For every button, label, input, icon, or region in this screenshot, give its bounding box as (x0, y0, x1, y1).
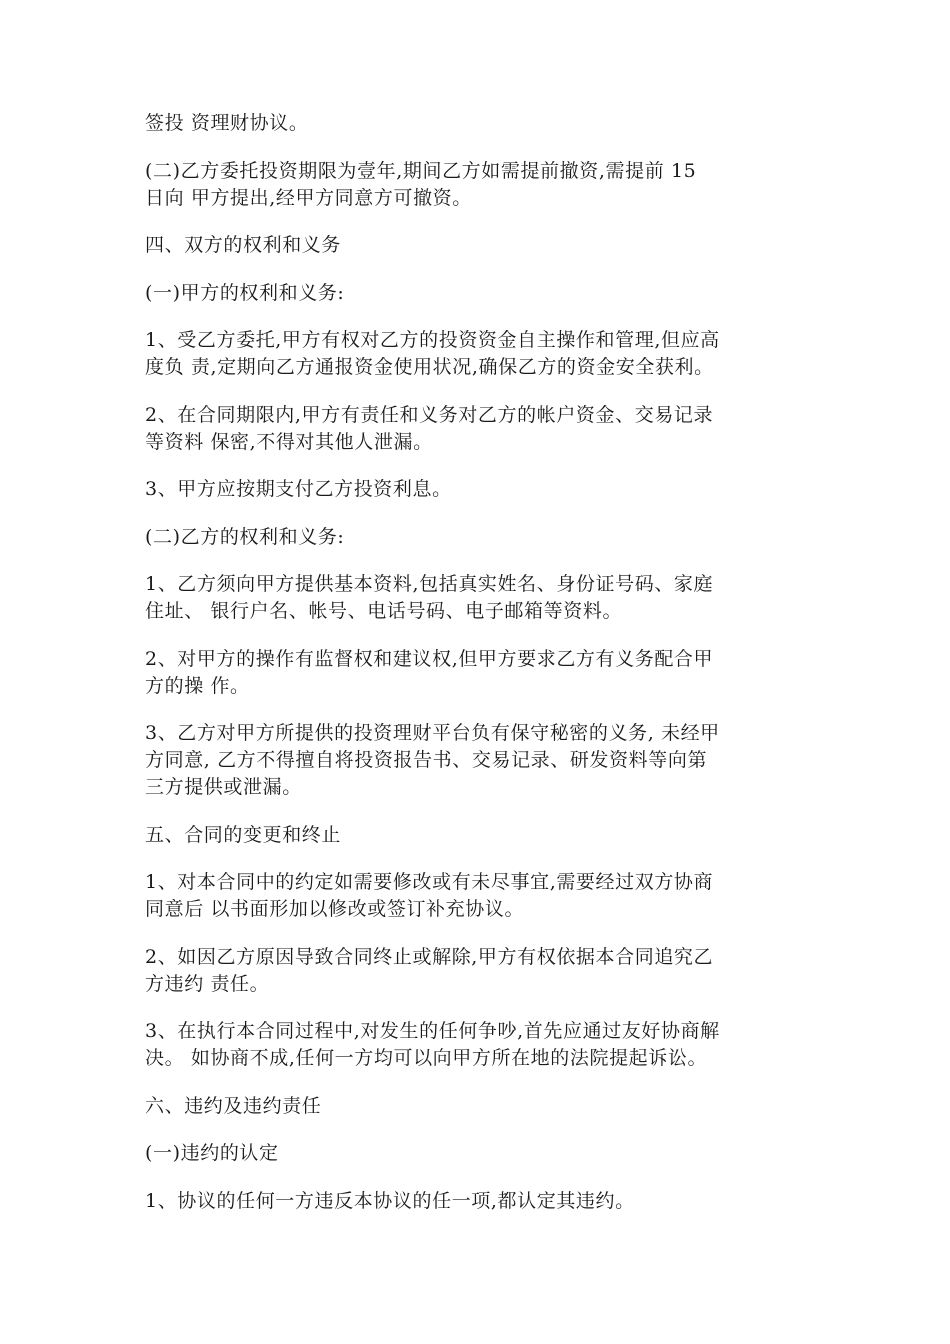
paragraph-line: 3、乙方对甲方所提供的投资理财平台负有保守秘密的义务, 未经甲 (145, 722, 720, 744)
paragraph-line: 方违约 责任。 (145, 972, 270, 995)
paragraph-line: 决。 如协商不成,任何一方均可以向甲方所在地的法院提起诉讼。 (145, 1047, 708, 1069)
document-body (145, 110, 810, 1235)
paragraph-line: 住址、 银行户名、帐号、电话号码、电子邮箱等资料。 (145, 600, 623, 622)
paragraph-line: 2、如因乙方原因导致合同终止或解除,甲方有权依据本合同追究乙 (145, 945, 714, 968)
document-paragraph (145, 1093, 810, 1120)
paragraph-line: 日向 甲方提出,经甲方同意方可撤资。 (145, 186, 472, 209)
paragraph-line: 五、合同的变更和终止 (145, 823, 342, 846)
document-paragraph (145, 402, 810, 456)
paragraph-line: 六、违约及违约责任 (145, 1094, 322, 1117)
paragraph-line: 同意后 以书面形加以修改或签订补充协议。 (145, 898, 525, 920)
document-paragraph (145, 327, 810, 381)
paragraph-line: 3、在执行本合同过程中,对发生的任何争吵,首先应通过友好协商解 (145, 1020, 720, 1042)
paragraph-line: 三方提供或泄漏。 (145, 776, 302, 798)
document-paragraph (145, 869, 810, 923)
document-paragraph (145, 646, 810, 700)
document-paragraph (145, 232, 810, 259)
document-paragraph (145, 944, 810, 998)
paragraph-line: 1、协议的任何一方违反本协议的任一项,都认定其违约。 (145, 1189, 635, 1212)
paragraph-line: 等资料 保密,不得对其他人泄漏。 (145, 430, 433, 453)
paragraph-line: 3、甲方应按期支付乙方投资利息。 (145, 478, 452, 500)
document-paragraph (145, 1018, 810, 1072)
paragraph-line: 1、受乙方委托,甲方有权对乙方的投资资金自主操作和管理,但应高 (145, 329, 720, 351)
document-paragraph (145, 524, 810, 551)
paragraph-line: (一)甲方的权利和义务: (145, 281, 345, 304)
paragraph-line: (二)乙方委托投资期限为壹年,期间乙方如需提前撤资,需提前 15 (145, 159, 697, 182)
document-paragraph (145, 1140, 810, 1167)
paragraph-line: (二)乙方的权利和义务: (145, 525, 345, 548)
paragraph-line: 2、对甲方的操作有监督权和建议权,但甲方要求乙方有义务配合甲 (145, 647, 714, 670)
paragraph-line: 方的操 作。 (145, 674, 250, 697)
paragraph-line: 方同意, 乙方不得擅自将投资报告书、交易记录、研发资料等向第 (145, 749, 708, 771)
paragraph-line: 1、乙方须向甲方提供基本资料,包括真实姓名、身份证号码、家庭 (145, 573, 714, 595)
document-paragraph (145, 1188, 810, 1215)
paragraph-line: 四、双方的权利和义务 (145, 234, 342, 256)
paragraph-line: (一)违约的认定 (145, 1142, 279, 1164)
paragraph-line: 度负 责,定期向乙方通报资金使用状况,确保乙方的资金安全获利。 (145, 356, 714, 378)
document-paragraph (145, 158, 810, 212)
document-paragraph (145, 476, 810, 503)
document-paragraph (145, 720, 810, 801)
paragraph-line: 1、对本合同中的约定如需要修改或有未尽事宜,需要经过双方协商 (145, 871, 714, 893)
document-paragraph (145, 110, 810, 137)
document-paragraph (145, 571, 810, 625)
document-paragraph (145, 280, 810, 307)
paragraph-line: 签投 资理财协议。 (145, 112, 309, 134)
paragraph-line: 2、在合同期限内,甲方有责任和义务对乙方的帐户资金、交易记录 (145, 403, 714, 426)
document-paragraph (145, 822, 810, 849)
